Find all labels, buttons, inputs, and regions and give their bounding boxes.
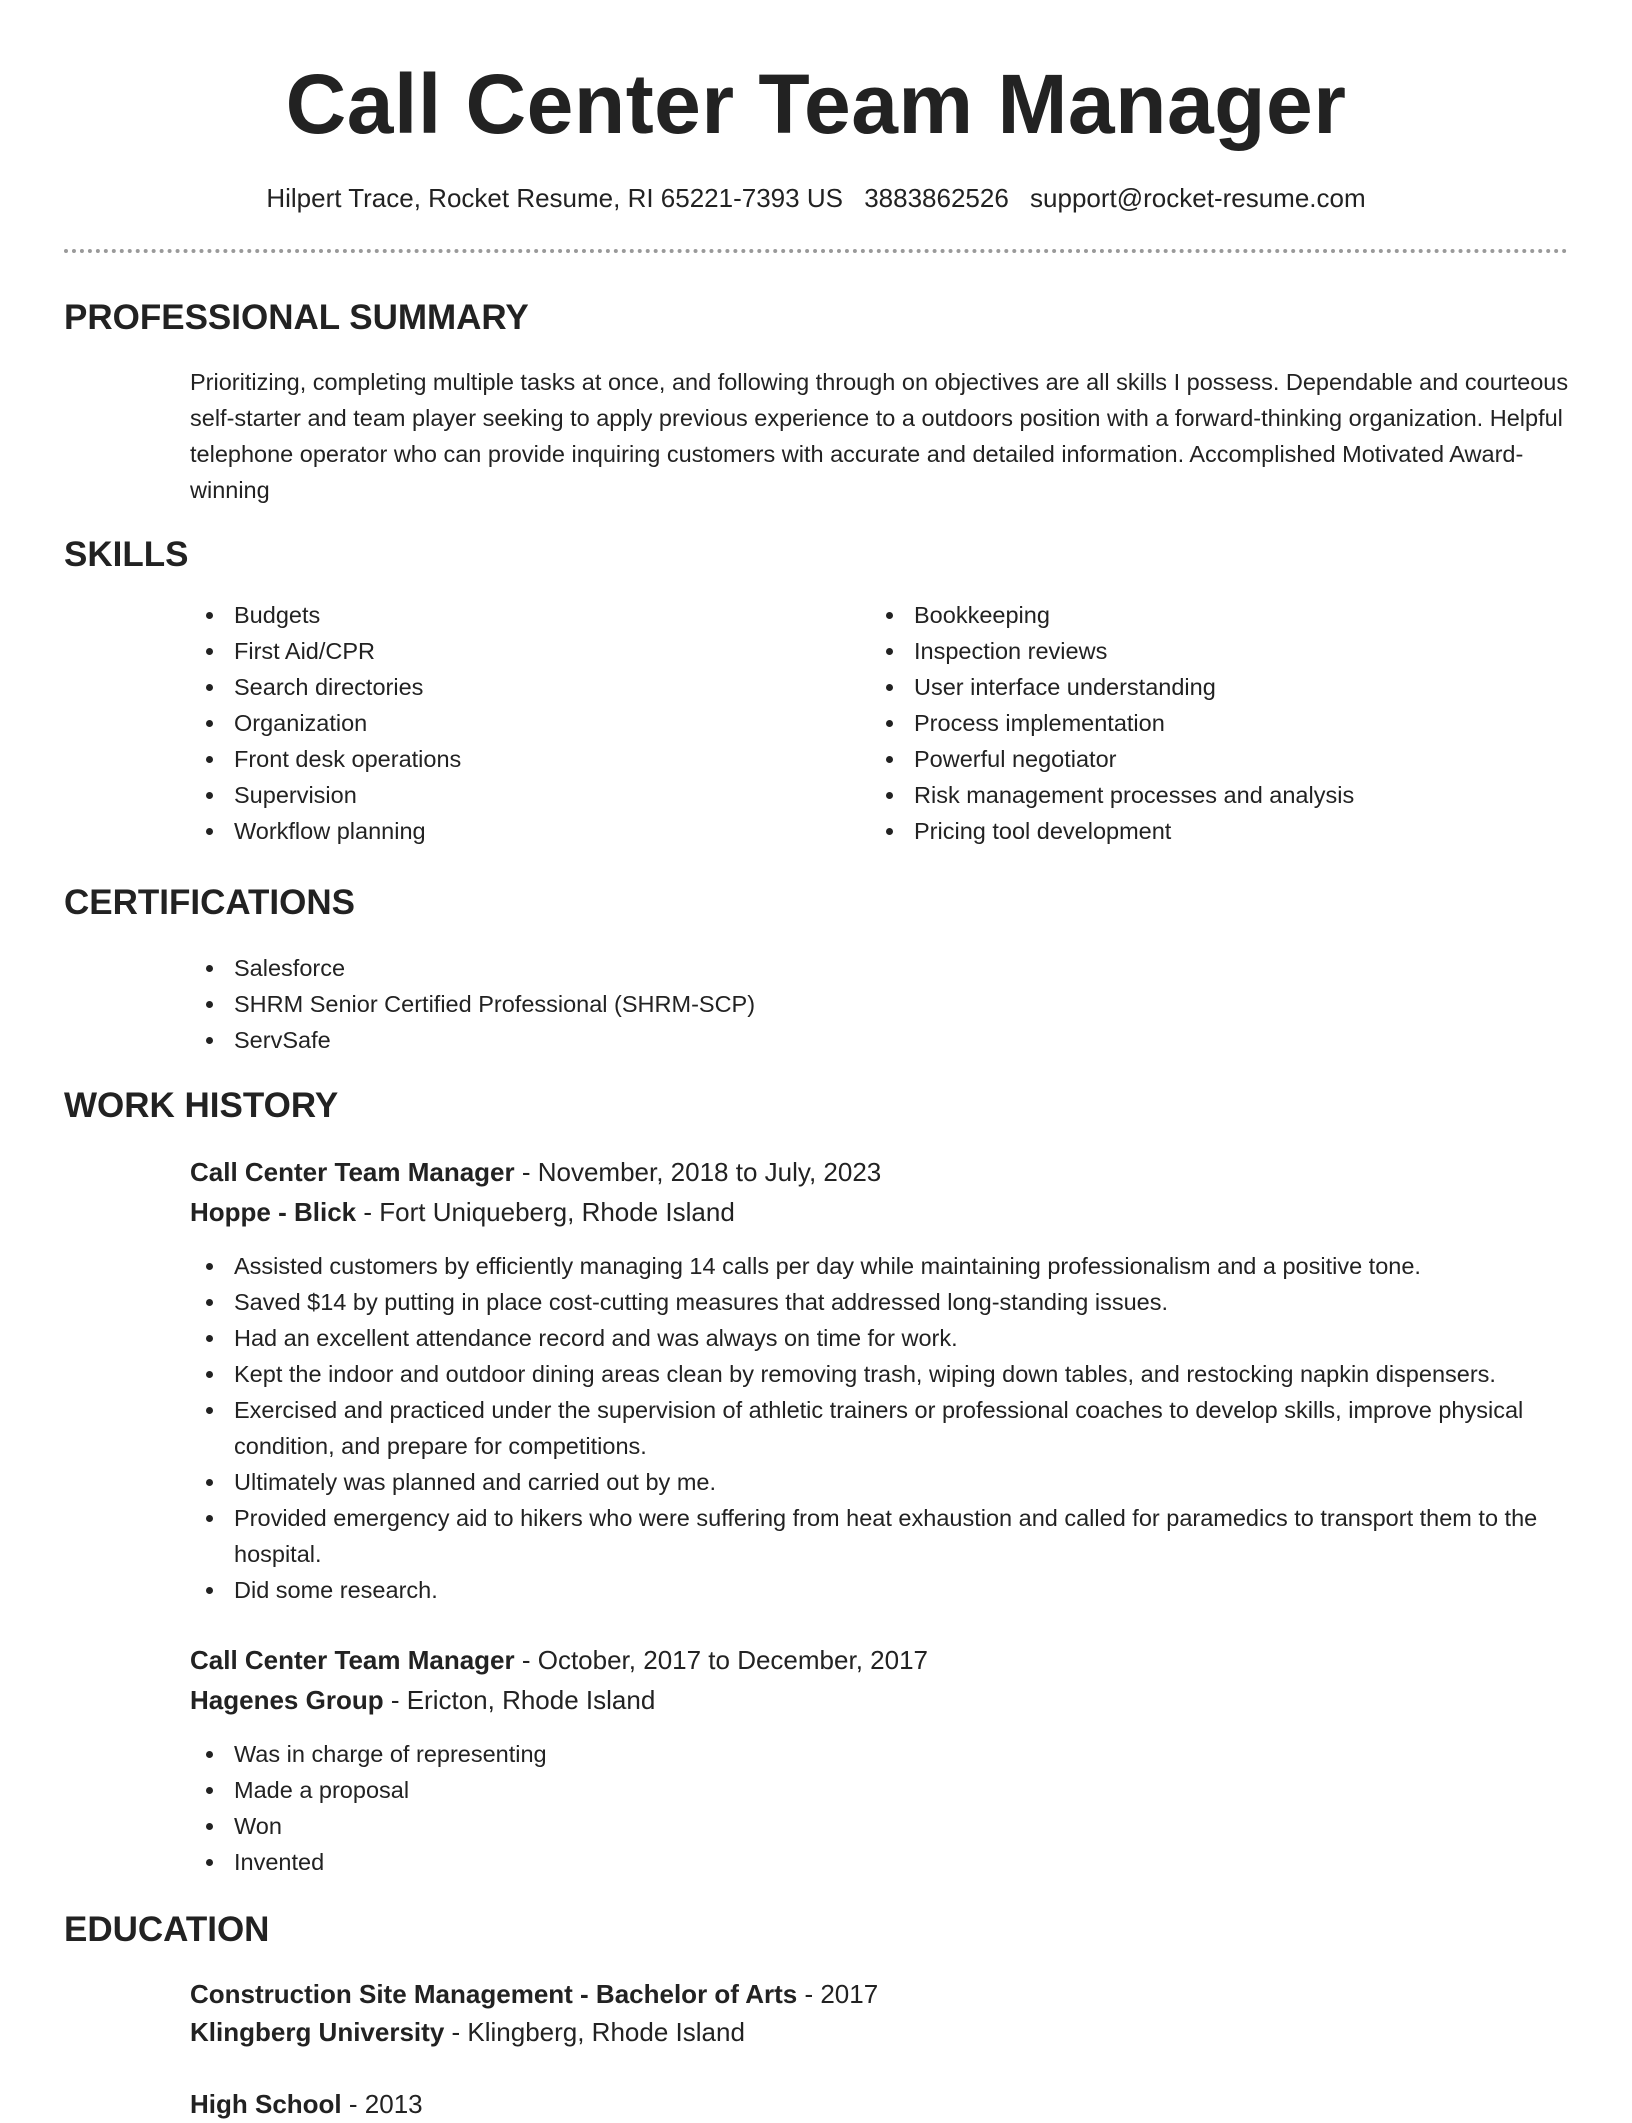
job-dates: - October, 2017 to December, 2017 bbox=[514, 1645, 928, 1675]
job-bullet: Exercised and practiced under the supervision of athletic trainers or professional coaches to develop skills, improve physical condition, and prepare for competitions. bbox=[190, 1392, 1570, 1464]
education-year: - 2017 bbox=[797, 1979, 879, 2009]
certification-item: ServSafe bbox=[190, 1022, 1570, 1058]
job-location: - Ericton, Rhode Island bbox=[383, 1685, 656, 1715]
skills-list-right bbox=[870, 597, 1560, 849]
job-dates: - November, 2018 to July, 2023 bbox=[514, 1157, 882, 1187]
job-role: Call Center Team Manager bbox=[190, 1645, 515, 1675]
skill-item: Pricing tool development bbox=[870, 813, 1560, 849]
work-history-heading: WORK HISTORY bbox=[64, 1086, 339, 1125]
resume-name: Call Center Team Manager bbox=[285, 57, 1347, 151]
job-title-line bbox=[190, 1641, 1570, 1679]
skill-item: Bookkeeping bbox=[870, 597, 1560, 633]
job-bullet: Ultimately was planned and carried out by me. bbox=[190, 1464, 1570, 1500]
skill-item: Workflow planning bbox=[190, 813, 850, 849]
education-school-line bbox=[190, 2013, 1570, 2051]
contact-line bbox=[64, 180, 1568, 216]
job-bullet: Was in charge of representing bbox=[190, 1736, 1570, 1772]
job-company-line bbox=[190, 1193, 1570, 1231]
skill-item: Risk management processes and analysis bbox=[870, 777, 1560, 813]
skills-list-left bbox=[190, 597, 850, 849]
job-bullet: Had an excellent attendance record and was always on time for work. bbox=[190, 1320, 1570, 1356]
header-divider bbox=[64, 249, 1568, 253]
education-degree-line bbox=[190, 2085, 1570, 2123]
job-bullet-list bbox=[190, 1248, 1570, 1608]
education-degree: Construction Site Management - Bachelor of Arts bbox=[190, 1979, 798, 2009]
job-company: Hagenes Group bbox=[190, 1685, 384, 1715]
job-bullet: Assisted customers by efficiently managing 14 calls per day while maintaining professionalism and a positive tone. bbox=[190, 1248, 1570, 1284]
education-school: Klingberg University bbox=[190, 2017, 445, 2047]
job-bullet: Invented bbox=[190, 1844, 1570, 1880]
job-bullet: Made a proposal bbox=[190, 1772, 1570, 1808]
education-degree-line bbox=[190, 1975, 1570, 2013]
skill-item: Process implementation bbox=[870, 705, 1560, 741]
job-bullet: Provided emergency aid to hikers who were suffering from heat exhaustion and called for paramedics to transport them to the hospital. bbox=[190, 1500, 1570, 1572]
contact-address: Hilpert Trace, Rocket Resume, RI 65221-7393 US bbox=[266, 183, 843, 213]
skill-item: Search directories bbox=[190, 669, 850, 705]
job-location: - Fort Uniqueberg, Rhode Island bbox=[356, 1197, 735, 1227]
job-bullet: Did some research. bbox=[190, 1572, 1570, 1608]
job-title-line bbox=[190, 1153, 1570, 1191]
job-role: Call Center Team Manager bbox=[190, 1157, 515, 1187]
education-location: - Klingberg, Rhode Island bbox=[444, 2017, 745, 2047]
job-bullet: Kept the indoor and outdoor dining areas clean by removing trash, wiping down tables, and restocking napkin dispensers. bbox=[190, 1356, 1570, 1392]
education-heading: EDUCATION bbox=[64, 1910, 270, 1949]
skill-item: Front desk operations bbox=[190, 741, 850, 777]
certification-item: SHRM Senior Certified Professional (SHRM-SCP) bbox=[190, 986, 1570, 1022]
certifications-list bbox=[190, 950, 1570, 1058]
skill-item: Inspection reviews bbox=[870, 633, 1560, 669]
contact-phone: 3883862526 bbox=[864, 183, 1009, 213]
job-bullet: Saved $14 by putting in place cost-cutting measures that addressed long-standing issues. bbox=[190, 1284, 1570, 1320]
job-bullet-list bbox=[190, 1736, 1570, 1880]
skill-item: Supervision bbox=[190, 777, 850, 813]
job-company-line bbox=[190, 1681, 1570, 1719]
certifications-heading: CERTIFICATIONS bbox=[64, 883, 356, 922]
education-degree: High School bbox=[190, 2089, 342, 2119]
skill-item: Budgets bbox=[190, 597, 850, 633]
job-bullet: Won bbox=[190, 1808, 1570, 1844]
skill-item: Organization bbox=[190, 705, 850, 741]
contact-email: support@rocket-resume.com bbox=[1030, 183, 1366, 213]
skill-item: User interface understanding bbox=[870, 669, 1560, 705]
certification-item: Salesforce bbox=[190, 950, 1570, 986]
summary-text: Prioritizing, completing multiple tasks at once, and following through on objectives are all skills I possess. Dependable and courteous self-starter and team player seeking to apply previous experience to a outdoors position with a forward-thinking organization. Helpful telephone operator who can provide inquiring customers with accurate and detailed information. Accomplished Motivated Award-winning bbox=[190, 369, 1569, 503]
job-company: Hoppe - Blick bbox=[190, 1197, 357, 1227]
education-year: - 2013 bbox=[341, 2089, 423, 2119]
skill-item: Powerful negotiator bbox=[870, 741, 1560, 777]
skills-heading: SKILLS bbox=[64, 535, 189, 574]
skill-item: First Aid/CPR bbox=[190, 633, 850, 669]
summary-heading: PROFESSIONAL SUMMARY bbox=[64, 298, 529, 337]
